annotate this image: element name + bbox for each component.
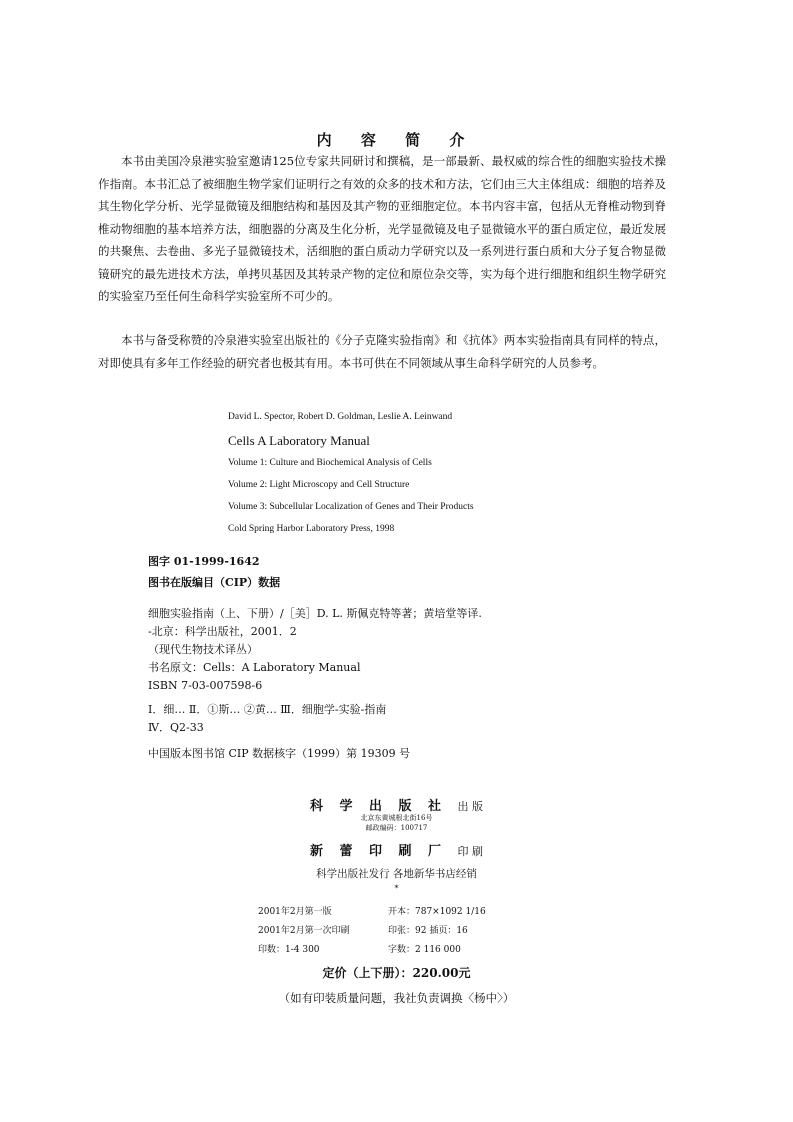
cip-line-record: 中国版本图书馆 CIP 数据核字（1999）第 19309 号 bbox=[148, 747, 411, 760]
copies: 印数：1-4 300 bbox=[258, 945, 320, 955]
sheets: 印张：92 插页：16 bbox=[388, 926, 468, 936]
print-action: 印 刷 bbox=[457, 845, 484, 858]
original-title: Cells A Laboratory Manual bbox=[228, 433, 370, 448]
spec-row-1 bbox=[258, 903, 486, 922]
cip-contract-number: 图字 01-1999-1642 bbox=[148, 555, 260, 568]
publisher-name: 科 学 出 版 社 bbox=[309, 799, 448, 814]
cip-line-original: 书名原文：Cells：A Laboratory Manual bbox=[148, 661, 361, 674]
original-volume-2: Volume 2: Light Microscopy and Cell Structure bbox=[228, 480, 410, 490]
cip-line-subject: Ⅰ．细… Ⅱ．①斯… ②黄… Ⅲ．细胞学-实验-指南 bbox=[148, 703, 387, 716]
cip-line-class: Ⅳ．Q2-33 bbox=[148, 721, 204, 734]
cip-line-series: （现代生物技术译丛） bbox=[148, 643, 258, 656]
word-count: 字数：2 116 000 bbox=[388, 945, 461, 955]
spec-row-2 bbox=[258, 922, 468, 941]
publisher-postcode: 邮政编码：100717 bbox=[365, 824, 428, 832]
printing-date: 2001年2月第一次印刷 bbox=[258, 926, 350, 936]
summary-heading: 内 容 简 介 bbox=[316, 131, 477, 149]
summary-paragraph-1: 本书由美国冷泉港实验室邀请125位专家共同研讨和撰稿，是一部最新、最权威的综合性的细胞实验技术操作指南。本书汇总了被细胞生物学家们证明行之有效的众多的技术和方法，它们由三大主体组成：细胞的培养及其生物化学分析、光学显微镜及细胞结构和基因及其产物的亚细胞定位。本书内容丰富，包括从无脊椎动物到脊椎动物细胞的基本培养方法，细胞器的分离及生化分析，光学显微镜及电子显微镜水平的蛋白质定位，最近发展的共聚焦、去卷曲、多光子显微镜技术，活细胞的蛋白质动力学研究以及一系列进行蛋白质和大分子复合物显微镜研究的最先进技术方法，单拷贝基因及其转录产物的定位和原位杂交等，实为每个进行细胞和组织生物学研究的实验室乃至任何生命科学实验室所不可少的。 bbox=[98, 154, 666, 303]
format: 开本：787×1092 1/16 bbox=[388, 907, 486, 917]
separator-star: * bbox=[394, 884, 399, 893]
spec-row-3 bbox=[258, 941, 461, 960]
cip-line-isbn: ISBN 7-03-007598-6 bbox=[148, 679, 263, 692]
price: 定价（上下册）：220.00元 bbox=[322, 966, 471, 980]
colophon-publisher bbox=[0, 795, 793, 814]
printer-name: 新 蕾 印 刷 厂 bbox=[309, 844, 448, 859]
original-volume-3: Volume 3: Subcellular Localization of Genes and Their Products bbox=[228, 502, 474, 512]
original-authors: David L. Spector, Robert D. Goldman, Leslie A. Leinwand bbox=[228, 412, 453, 422]
cip-line-title: 细胞实验指南（上、下册）/［美］D. L. 斯佩克特等著；黄培堂等译. bbox=[148, 607, 482, 620]
edition-date: 2001年2月第一版 bbox=[258, 907, 332, 917]
cip-line-place: -北京：科学出版社，2001．2 bbox=[148, 625, 297, 638]
colophon-printer bbox=[0, 840, 793, 859]
original-publisher: Cold Spring Harbor Laboratory Press, 1998 bbox=[228, 524, 395, 534]
quality-note: （如有印装质量问题，我社负责调换〈杨中〉） bbox=[278, 991, 515, 1005]
summary-paragraph-2: 本书与备受称赞的冷泉港实验室出版社的《分子克隆实验指南》和《抗体》两本实验指南具有同样的特点，对即使具有多年工作经验的研究者也极其有用。本书可供在不同领域从事生命科学研究的人员参考。 bbox=[98, 333, 666, 370]
distribution: 科学出版社发行 各地新华书店经销 bbox=[316, 868, 477, 880]
cip-heading: 图书在版编目（CIP）数据 bbox=[148, 576, 281, 589]
original-volume-1: Volume 1: Culture and Biochemical Analysis of Cells bbox=[228, 458, 432, 468]
publisher-address: 北京东黄城根北街16号 bbox=[360, 814, 433, 822]
publish-action: 出 版 bbox=[457, 800, 484, 813]
